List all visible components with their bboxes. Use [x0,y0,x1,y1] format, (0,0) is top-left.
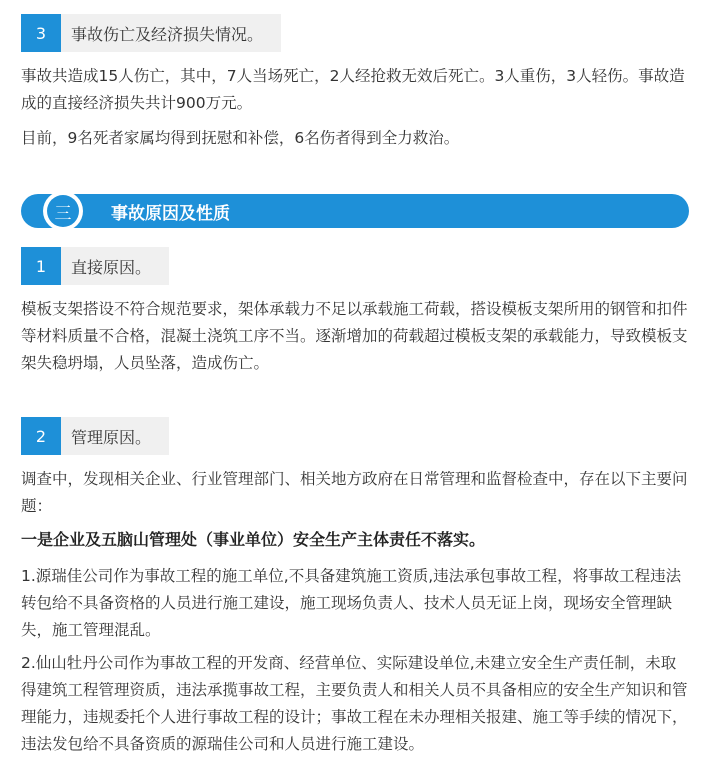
sub-heading-casualties [21,14,281,52]
sub-heading-number: 3 [21,14,61,52]
section-number-badge: 三 [47,195,79,227]
sub-heading-number: 1 [21,247,61,285]
sub-heading-label: 直接原因。 [61,247,169,285]
section-banner [21,194,689,228]
sub-heading-label: 管理原因。 [61,417,169,455]
paragraph-item-1: 1.源瑞佳公司作为事故工程的施工单位,不具备建筑施工资质,违法承包事故工程，将事故工程违法转包给不具备资格的人员进行施工建设，施工现场负责人、技术人员无证上岗，现场安全管理缺失，施工管理混乱。 [21,567,682,639]
sub-heading-number: 2 [21,417,61,455]
section-title: 事故原因及性质 [111,203,230,224]
section-badge-ring [43,191,83,231]
paragraph-item-2: 2.仙山牡丹公司作为事故工程的开发商、经营单位、实际建设单位,未建立安全生产责任制，未取得建筑工程管理资质，违法承揽事故工程，主要负责人和相关人员不具备相应的安全生产知识和管理能力，违规委托个人进行事故工程的设计；事故工程在未办理相关报建、施工等手续的情况下，违法发包给不具备资质的源瑞佳公司和人员进行施工建设。 [21,654,688,753]
paragraph-aftermath: 目前，9名死者家属均得到抚慰和补偿，6名伤者得到全力救治。 [21,129,460,147]
sub-heading-management-cause [21,417,169,455]
paragraph-investigation: 调查中，发现相关企业、行业管理部门、相关地方政府在日常管理和监督检查中，存在以下主要问题： [21,470,688,515]
paragraph-casualty: 事故共造成15人伤亡，其中，7人当场死亡，2人经抢救无效后死亡。3人重伤，3人轻伤。事故造成的直接经济损失共计900万元。 [21,67,685,112]
paragraph-direct-cause: 模板支架搭设不符合规范要求，架体承载力不足以承载施工荷载，搭设模板支架所用的钢管和扣件等材料质量不合格，混凝土浇筑工序不当。逐渐增加的荷载超过模板支架的承载能力，导致模板支架失稳坍塌，人员坠落，造成伤亡。 [21,300,688,372]
sub-heading-direct-cause [21,247,169,285]
paragraph-issue-one-heading: 一是企业及五脑山管理处（事业单位）安全生产主体责任不落实。 [21,530,486,549]
sub-heading-label: 事故伤亡及经济损失情况。 [61,14,281,52]
